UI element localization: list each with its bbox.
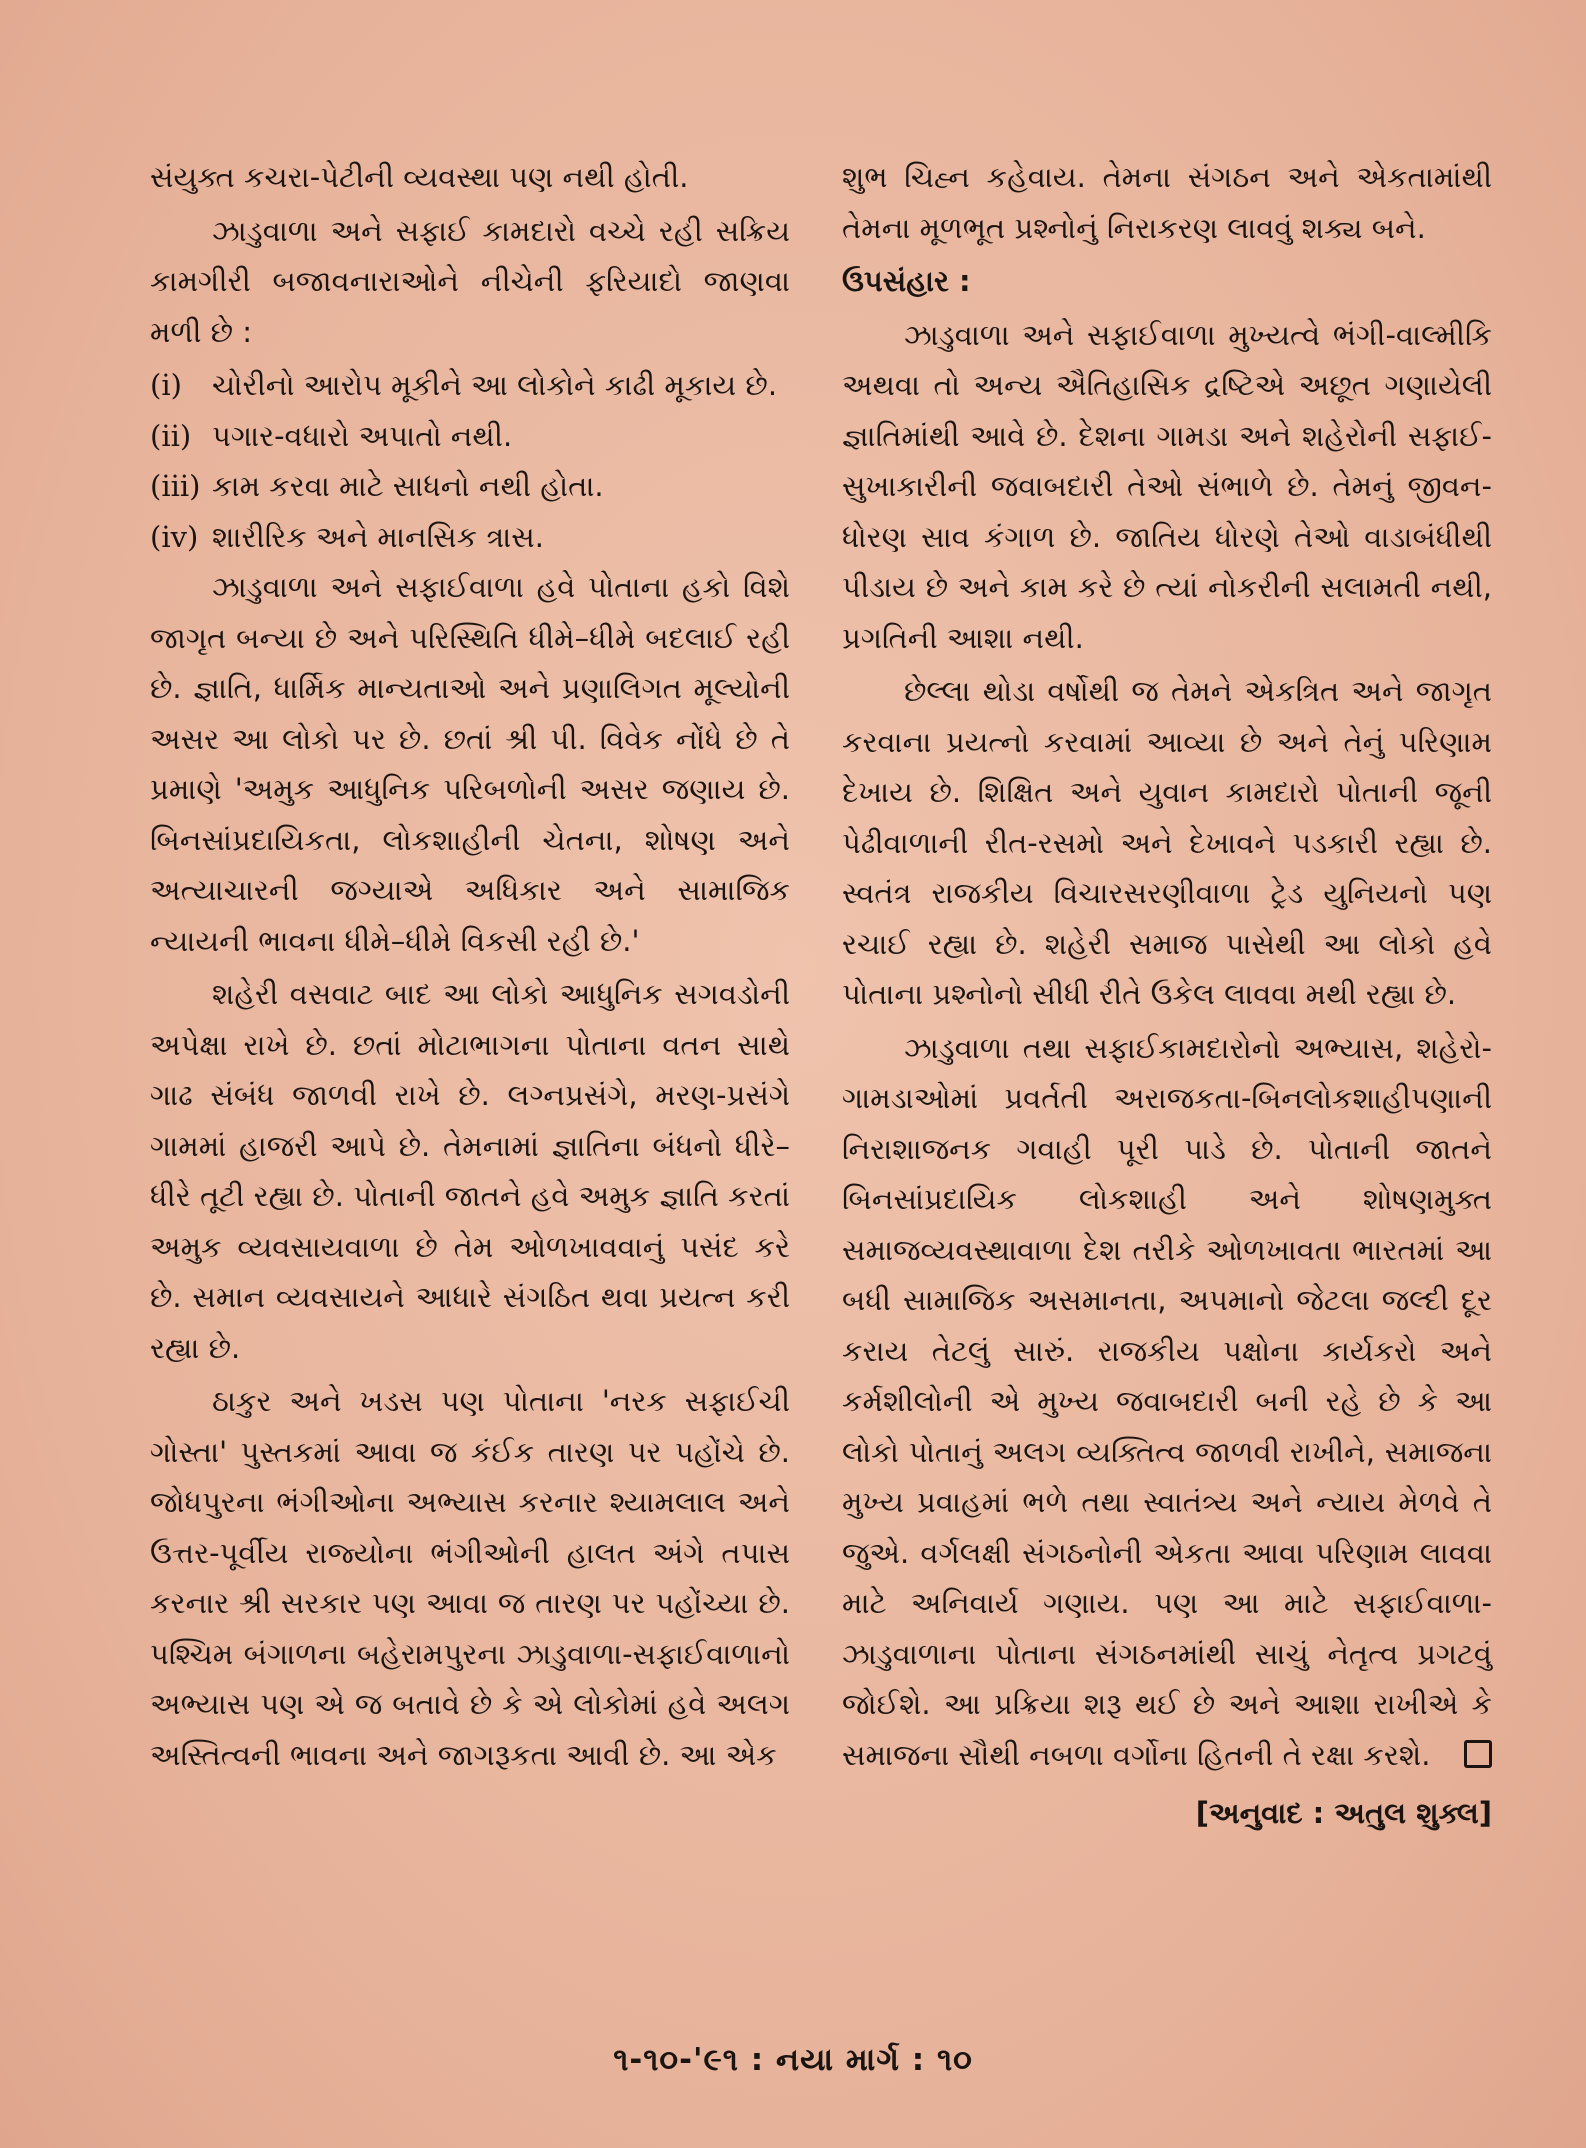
paragraph-continuation: સંયુક્ત કચરા-પેટીની વ્યવસ્થા પણ નથી હોતી.: [150, 160, 689, 194]
paragraph-urban-life: શહેરી વસવાટ બાદ આ લોકો આધુનિક સગવડોની અપેક્ષા રાખે છે. છતાં મોટાભાગના પોતાના વતન સાથે ગાઢ સંબંધ જાળવી રાખે છે. લગ્નપ્રસંગે, મરણ-પ્રસંગે ગામમાં હાજરી આપે છે. તેમનામાં જ્ઞાતિના બંધનો ધીરે–ધીરે તૂટી રહ્યા છે. પોતાની જાતને હવે અમુક જ્ઞાતિ કરતાં અમુક વ્યવસાયવાળા છે તેમ ઓળખાવવાનું પસંદ કરે છે. સમાન વ્યવસાયને આધારે સંગઠિત થવા પ્રયત્ન કરી રહ્યા છે.: [150, 977, 790, 1365]
list-item-text: ચોરીનો આરોપ મૂકીને આ લોકોને કાઢી મૂકાય છે.: [212, 368, 778, 402]
paragraph-continuation: શુભ ચિહ્ન કહેવાય. તેમના સંગઠન અને એકતામાંથી તેમના મૂળભૂત પ્રશ્નોનું નિરાકરણ લાવવું શક્ય બને.: [842, 160, 1492, 245]
paragraph-recent-efforts: છેલ્લા થોડા વર્ષોથી જ તેમને એકત્રિત અને જાગૃત કરવાના પ્રયત્નો કરવામાં આવ્યા છે અને તેનું પરિણામ દેખાય છે. શિક્ષિત અને યુવાન કામદારો પોતાની જૂની પેઢીવાળાની રીત-રસમો અને દેખાવને પડકારી રહ્યા છે. સ્વતંત્ર રાજકીય વિચારસરણીવાળા ટ્રેડ યુનિયનો પણ રચાઈ રહ્યા છે. શહેરી સમાજ પાસેથી આ લોકો હવે પોતાના પ્રશ્નોનો સીધી રીતે ઉકેલ લાવવા મથી રહ્યા છે.: [842, 674, 1492, 1011]
list-item-text: શારીરિક અને માનસિક ત્રાસ.: [212, 519, 544, 554]
list-item-text: પગાર-વધારો અપાતો નથી.: [212, 418, 513, 453]
list-item-number: (iv): [150, 519, 199, 554]
conclusion-text: ઝાડુવાળા તથા સફાઈકામદારોનો અભ્યાસ, શહેરો-ગામડાઓમાં પ્રવર્તતી અરાજકતા-બિનલોકશાહીપણાની નિરાશાજનક ગવાહી પૂરી પાડે છે. પોતાની જાતને બિનસાંપ્રદાયિક લોકશાહી અને શોષણમુક્ત સમાજવ્યવસ્થાવાળા દેશ તરીકે ઓળખાવતા ભારતમાં આ બધી સામાજિક અસમાનતા, અપમાનો જેટલા જલ્દી દૂર કરાય તેટલું સારું. રાજકીય પક્ષોના કાર્યકરો અને કર્મશીલોની એ મુખ્ય જવાબદારી બની રહે છે કે આ લોકો પોતાનું અલગ વ્યક્તિત્વ જાળવી રાખીને, સમાજના મુખ્ય પ્રવાહમાં ભળે તથા સ્વાતંત્ર્ય અને ન્યાય મેળવે તે જુએ. વર્ગલક્ષી સંગઠનોની એકતા આવા પરિણામ લાવવા માટે અનિવાર્ય ગણાય. પણ આ માટે સફાઈવાળા-ઝાડુવાળાના પોતાના સંગઠનમાંથી સાચું નેતૃત્વ પ્રગટવું જોઈશે. આ પ્રક્રિયા શરૂ થઈ છે અને આશા રાખીએ કે સમાજના સૌથી નબળા વર્ગોના હિતની તે રક્ષા કરશે.: [842, 1030, 1492, 1772]
complaints-list: [150, 360, 790, 562]
translator-credit: [અનુવાદ : અતુલ શુક્લ]: [1195, 1796, 1492, 1830]
page-footer: ૧-૧૦-'૯૧ : નયા માર્ગ : ૧૦: [613, 2042, 973, 2078]
left-column: [150, 152, 790, 1783]
list-item-number: (i): [150, 368, 182, 402]
paragraph-awareness: ઝાડુવાળા અને સફાઈવાળા હવે પોતાના હકો વિશે જાગૃત બન્યા છે અને પરિસ્થિતિ ધીમે–ધીમે બદલાઈ રહી છે. જ્ઞાતિ, ધાર્મિક માન્યતાઓ અને પ્રણાલિગત મૂલ્યોની અસર આ લોકો પર છે. છતાં શ્રી પી. વિવેક નોંધે છે તે પ્રમાણે 'અમુક આધુનિક પરિબળોની અસર જણાય છે. બિનસાંપ્રદાયિકતા, લોકશાહીની ચેતના, શોષણ અને અત્યાચારની જગ્યાએ અધિકાર અને સામાજિક ન્યાયની ભાવના ધીમે–ધીમે વિકસી રહી છે.': [150, 570, 790, 958]
list-item: [150, 512, 790, 563]
list-item-number: (ii): [150, 418, 192, 453]
section-heading-conclusion: ઉપસંહાર :: [842, 264, 971, 298]
list-item: [150, 360, 790, 411]
paragraph-conclusion: [842, 1023, 1492, 1781]
paragraph-studies: ઠાકુર અને ખડસ પણ પોતાના 'નરક સફાઈચી ગોસ્તા' પુસ્તકમાં આવા જ કંઈક તારણ પર પહોંચે છે. જોધપુરના ભંગીઓના અભ્યાસ કરનાર શ્યામલાલ અને ઉત્તર-પૂર્વીય રાજ્યોના ભંગીઓની હાલત અંગે તપાસ કરનાર શ્રી સરકાર પણ આવા જ તારણ પર પહોંચ્યા છે. પશ્ચિમ બંગાળના બહેરામપુરના ઝાડુવાળા-સફાઈવાળાનો અભ્યાસ પણ એ જ બતાવે છે કે એ લોકોમાં હવે અલગ અસ્તિત્વની ભાવના અને જાગરૂકતા આવી છે. આ એક: [150, 1384, 790, 1772]
list-item-number: (iii): [150, 469, 201, 503]
list-item: [150, 411, 790, 462]
right-column: [842, 152, 1492, 1839]
end-mark-icon: [1464, 1740, 1492, 1768]
list-item: [150, 461, 790, 512]
list-item-text: કામ કરવા માટે સાધનો નથી હોતા.: [212, 469, 604, 503]
paragraph-summary: ઝાડુવાળા અને સફાઈવાળા મુખ્યત્વે ભંગી-વાલ્મીકિ અથવા તો અન્ય ઐતિહાસિક દ્રષ્ટિએ અછૂત ગણાયેલી જ્ઞાતિમાંથી આવે છે. દેશના ગામડા અને શહેરોની સફાઈ-સુખાકારીની જવાબદારી તેઓ સંભાળે છે. તેમનું જીવન-ધોરણ સાવ કંગાળ છે. જાતિય ધોરણે તેઓ વાડાબંધીથી પીડાય છે અને કામ કરે છે ત્યાં નોકરીની સલામતી નથી, પ્રગતિની આશા નથી.: [842, 317, 1492, 655]
paragraph-complaints-intro: ઝાડુવાળા અને સફાઈ કામદારો વચ્ચે રહી સક્રિય કામગીરી બજાવનારાઓને નીચેની ફરિયાદો જાણવા મળી છે :: [150, 213, 790, 349]
